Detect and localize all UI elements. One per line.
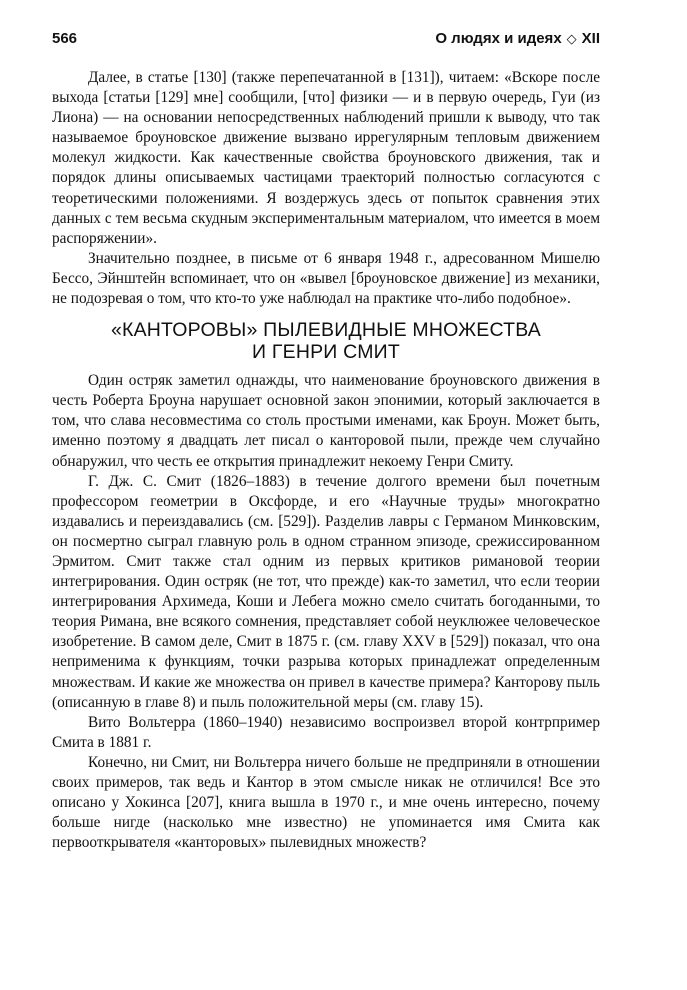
page-body xyxy=(52,68,600,853)
book-page xyxy=(52,30,600,853)
paragraph: Вито Вольтерра (1860–1940) независимо воспроизвел второй контрпример Смита в 1881 г. xyxy=(52,713,600,751)
paragraph: Один остряк заметил однажды, что наименование броуновского движения в честь Роберта Броуна нарушает основной закон эпонимии, который заключается в том, что слава несовместима со столь простыми именами, как Броун. Может быть, именно поэтому я двадцать лет писал о канторовой пыли, прежде чем случайно обнаружил, что честь ее открытия принадлежит некоему Генри Смиту. xyxy=(52,372,600,470)
diamond-icon: ◇ xyxy=(566,31,577,46)
section-heading xyxy=(52,319,600,363)
page-number: 566 xyxy=(52,30,78,47)
section-heading-line: «КАНТОРОВЫ» ПЫЛЕВИДНЫЕ МНОЖЕСТВА xyxy=(110,319,542,342)
paragraph: Г. Дж. С. Смит (1826–1883) в течение долгого времени был почетным профессором геометрии в Оксфорде, и его «Научные труды» многократно издавались и переиздавались (см. [529]). Разделив лавры с Германом Минковским, он посмертно сыграл главную роль в одном странном эпизоде, срежиссированном Эрмитом. Смит также стал одним из первых критиков римановой теории интегрирования. Один остряк (не тот, что прежде) как-то заметил, что если теории интегрирования Архимеда, Коши и Лебега можно смело считать богоданными, то теория Римана, вне всякого сомнения, представляет собой неуклюжее человеческое изобретение. В самом деле, Смит в 1875 г. (см. главу XXV в [529]) показал, что она неприменима к функциям, точки разрыва которых принадлежат определенным множествам. И какие же множества он привел в качестве примера? Канторову пыль (описанную в главе 8) и пыль положительной меры (см. главу 15). xyxy=(52,472,600,711)
chapter-number: XII xyxy=(581,30,600,47)
paragraph: Конечно, ни Смит, ни Вольтерра ничего больше не предприняли в отношении своих примеров, так ведь и Кантор в этом смысле никак не отличился! Все это описано у Хокинса [207], книга вышла в 1970 г., и мне очень интересно, почему больше нигде (насколько мне известно) не упоминается имя Смита как первооткрывателя «канторовых» пылевидных множеств? xyxy=(52,753,600,852)
paragraph: Далее, в статье [130] (также перепечатанной в [131]), читаем: «Вскоре после выхода [статьи [129] мне] сообщили, [что] физики — и в первую очередь, Гуи (из Лиона) — на основании непосредственных наблюдений пришли к выводу, что так называемое броуновское движение вызвано иррегулярным тепловым движением молекул жидкости. Как качественные свойства броуновского движения, так и порядок длины описываемых частицами траекторий полностью согласуются с теоретическими положениями. Я воздержусь здесь от попыток сравнения этих данных с тем весьма скудным экспериментальным материалом, что имеется в моем распоряжении». xyxy=(52,69,600,247)
paragraph: Значительно позднее, в письме от 6 января 1948 г., адресованном Мишелю Бессо, Эйнштейн вспоминает, что он «вывел [броуновское движение] из механики, не подозревая о том, что кто-то уже наблюдал на практике что-либо подобное». xyxy=(52,249,600,308)
chapter-header xyxy=(435,30,600,47)
running-header xyxy=(52,30,600,56)
chapter-title: О людях и идеях xyxy=(435,30,562,47)
section-heading-line: И ГЕНРИ СМИТ xyxy=(252,341,400,364)
